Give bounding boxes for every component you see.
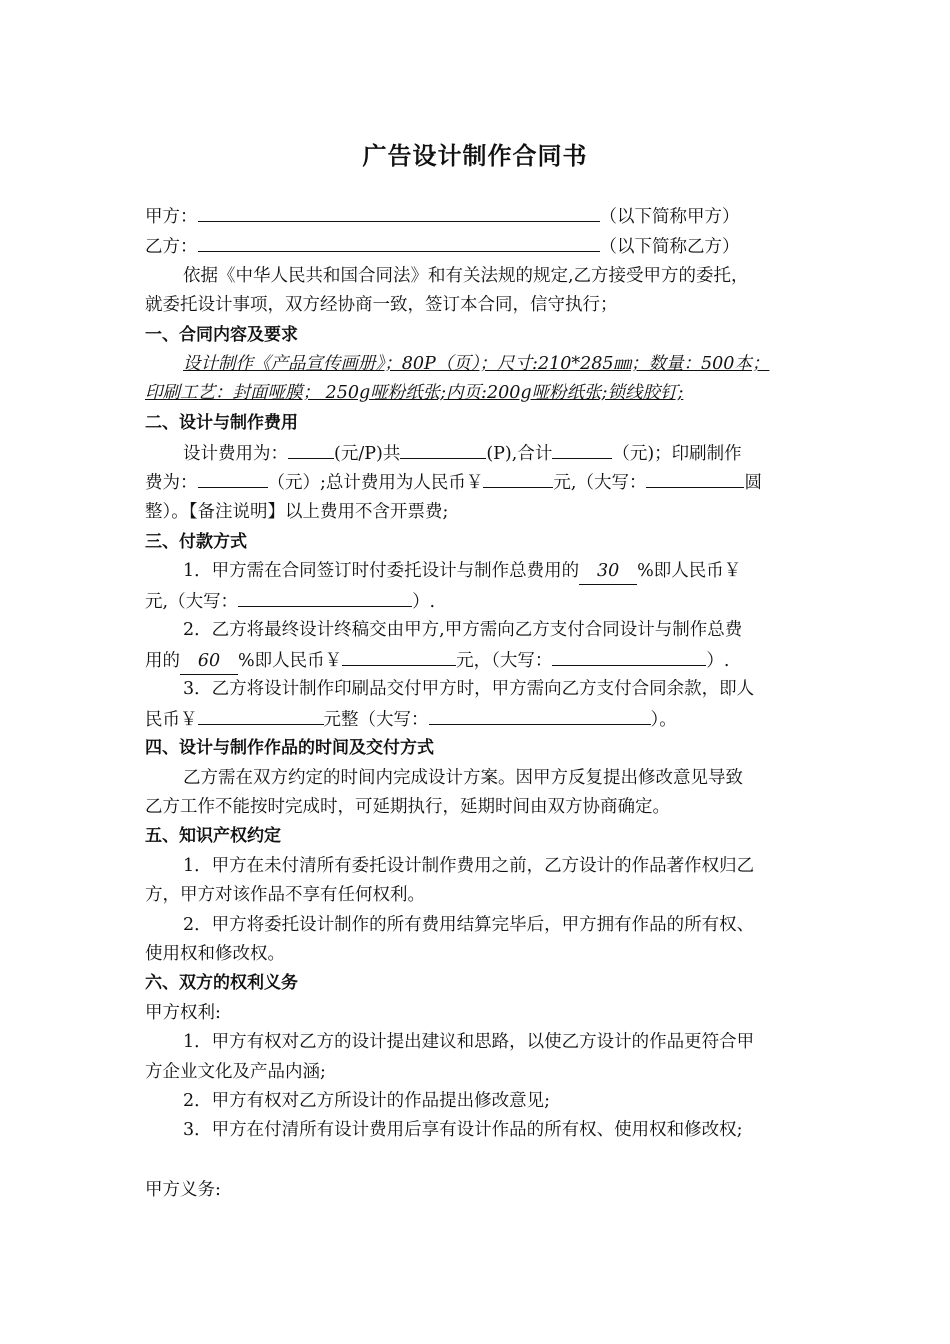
party-a-rights-label: 甲方权利: [145,1003,221,1023]
s6-right-2: 2．甲方有权对乙方所设计的作品提出修改意见; [183,1091,551,1111]
party-a-duties-label: 甲方义务: [145,1180,221,1200]
s3-p1-text: 1．甲方需在合同签订时付委托设计与制作总费用的 [183,561,580,581]
s2-design-fee-label: 设计费用为： [183,444,288,464]
first-payment-capital-blank[interactable] [238,588,412,607]
s3-p3-rmb-label: 民币￥ [145,710,198,730]
balance-amount-blank[interactable] [198,706,324,725]
party-a-line [145,203,740,229]
s2-subtotal-label: (P),合计 [486,444,553,464]
s3-payment-1-line-1 [183,558,741,584]
party-b-blank[interactable] [198,233,600,252]
s3-payment-2-line-1: 2．乙方将最终设计终稿交由甲方,甲方需向乙方支付合同设计与制作总费 [183,620,743,640]
s6-right-1-line-2: 方企业文化及产品内涵; [145,1062,326,1082]
print-fee-blank[interactable] [198,469,268,488]
s2-yuan-label: 圆 [744,473,762,493]
s3-payment-3-line-2 [145,706,677,732]
s2-fee-line-1 [183,440,742,466]
s5-p1-line-2: 方，甲方对该作品不享有任何权利。 [145,885,425,905]
s3-payment-1-line-2 [145,588,435,614]
s3-p3-close: ）。 [650,710,677,730]
subtotal-blank[interactable] [552,440,612,459]
s2-total-label: （元）;总计费用为人民币￥ [267,473,484,493]
intro-line-1: 依据《中华人民共和国合同法》和有关法规的规定,乙方接受甲方的委托， [183,266,749,286]
s5-p1-line-1: 1．甲方在未付清所有委托设计制作费用之前，乙方设计的作品著作权归乙 [183,856,755,876]
s3-payment-2-line-2 [145,647,729,673]
s3-p2-text: 用的 [145,651,180,671]
section-2-heading: 二、设计与制作费用 [145,413,298,433]
s3-p1-close: ）. [412,592,436,612]
party-b-label: 乙方： [145,237,198,257]
party-b-suffix: （以下简称乙方） [599,237,740,257]
party-b-line [145,233,740,259]
price-per-page-blank[interactable] [288,440,334,459]
party-a-blank[interactable] [198,203,600,222]
s3-p2-rmb-label: %即人民币￥ [238,651,343,671]
total-capital-blank[interactable] [646,469,744,488]
s3-p2-close: ）. [706,651,730,671]
s3-p3-capital-label: 元整（大写： [323,710,429,730]
second-payment-percent[interactable]: 60 [180,648,238,675]
party-a-label: 甲方： [145,207,198,227]
party-a-suffix: （以下简称甲方） [599,207,740,227]
s1-content-line-2: 印刷工艺：封面哑膜； 250g哑粉纸张;内页:200g哑粉纸张;锁线胶钉; [145,383,684,403]
s5-p2-line-2: 使用权和修改权。 [145,944,285,964]
page-title: 广告设计制作合同书 [362,142,588,170]
second-payment-amount-blank[interactable] [342,647,456,666]
s2-per-page-label: (元/P)共 [334,444,401,464]
s6-right-1-line-1: 1．甲方有权对乙方的设计提出建议和思路，以使乙方设计的作品更符合甲 [183,1032,755,1052]
s2-note-line: 整）。【备注说明】以上费用不含开票费; [145,502,449,522]
section-3-heading: 三、付款方式 [145,532,247,552]
section-4-heading: 四、设计与制作作品的时间及交付方式 [145,738,434,758]
s3-p1-capital-label: 元,（大写： [145,592,239,612]
total-amount-blank[interactable] [483,469,553,488]
s2-capital-label: 元,（大写： [553,473,647,493]
s3-p2-capital-label: 元，（大写： [456,651,553,671]
first-payment-percent[interactable]: 30 [579,558,637,585]
intro-line-2: 就委托设计事项，双方经协商一致，签订本合同，信守执行； [145,295,618,315]
s5-p2-line-1: 2．甲方将委托设计制作的所有费用结算完毕后，甲方拥有作品的所有权、 [183,915,755,935]
second-payment-capital-blank[interactable] [552,647,706,666]
section-1-heading: 一、合同内容及要求 [145,325,298,345]
section-6-heading: 六、双方的权利义务 [145,973,298,993]
balance-capital-blank[interactable] [429,706,651,725]
page-count-blank[interactable] [400,440,486,459]
s2-print-fee-label: 费为： [145,473,198,493]
s4-line-2: 乙方工作不能按时完成时，可延期执行，延期时间由双方协商确定。 [145,797,670,817]
s6-right-3: 3．甲方在付清所有设计费用后享有设计作品的所有权、使用权和修改权; [183,1120,743,1140]
section-5-heading: 五、知识产权约定 [145,826,281,846]
s1-content-line-1: 设计制作《产品宣传画册》；80P（页）；尺寸:210*285㎜；数量：500本； [183,354,770,374]
s3-payment-3-line-1: 3．乙方将设计制作印刷品交付甲方时，甲方需向乙方支付合同余款，即人 [183,679,755,699]
s4-line-1: 乙方需在双方约定的时间内完成设计方案。因甲方反复提出修改意见导致 [183,768,743,788]
s2-print-label: （元)；印刷制作 [612,444,742,464]
s2-fee-line-2 [145,469,762,495]
s3-p1-rmb-label: %即人民币￥ [637,561,742,581]
